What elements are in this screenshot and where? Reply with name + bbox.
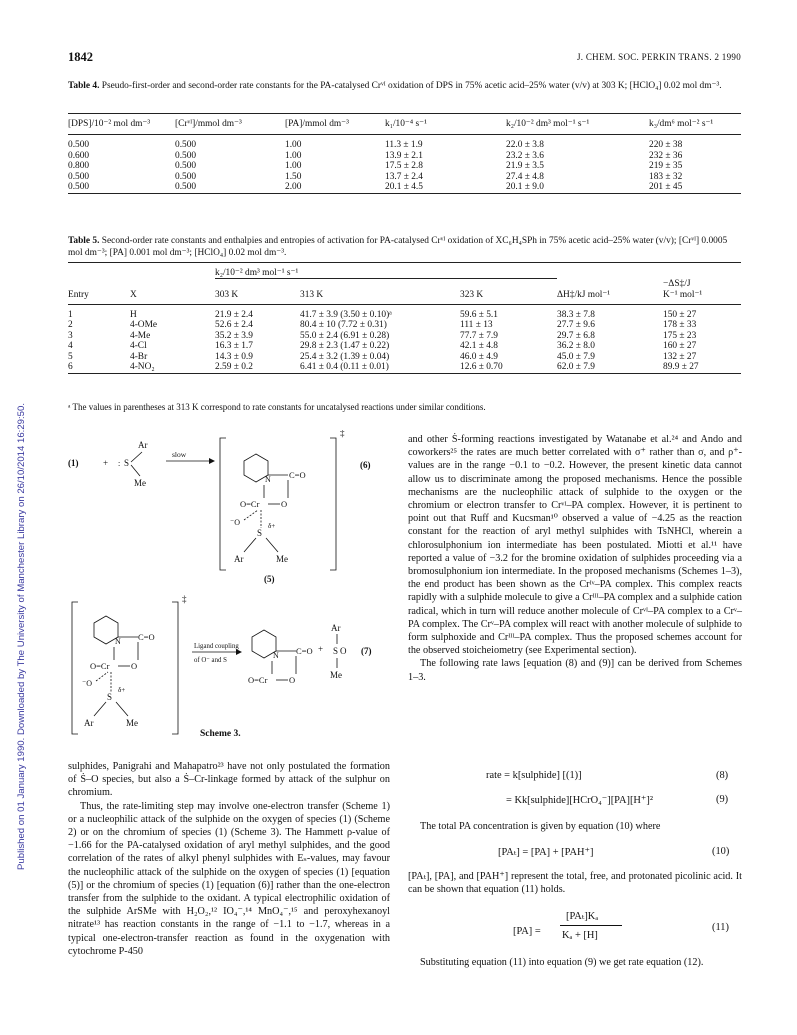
table5-row — [68, 304, 741, 320]
table5 — [68, 262, 741, 379]
aryl-group: Ar — [84, 718, 94, 728]
table4-header: k₃/dm⁶ mol⁻² s⁻¹ — [649, 119, 714, 129]
table-cell: 14.3 ± 0.9 — [215, 351, 253, 362]
table4-row — [68, 161, 741, 172]
table-cell: 0.500 — [175, 171, 197, 182]
table4-header: k₂/10⁻² dm³ mol⁻¹ s⁻¹ — [506, 119, 590, 129]
table-cell: 29.8 ± 2.3 (1.47 ± 0.22) — [300, 341, 390, 351]
atom-s: S — [257, 528, 263, 538]
table-cell: 1.00 — [285, 140, 302, 150]
table-cell: 11.3 ± 1.9 — [385, 140, 423, 150]
slow-label: slow — [172, 450, 187, 459]
atom-n: N — [273, 651, 279, 660]
table-cell: 12.6 ± 0.70 — [460, 362, 503, 372]
table5-group-header: k₂/10⁻² dm³ mol⁻¹ s⁻¹ — [215, 268, 299, 278]
table-cell: 27.7 ± 9.6 — [557, 320, 595, 330]
equation-8: rate = k[sulphide] [(1)] — [486, 770, 582, 781]
table-cell: 46.0 ± 4.9 — [460, 351, 498, 362]
table-cell: 89.9 ± 27 — [663, 362, 699, 372]
table-cell: 6.41 ± 0.4 (0.11 ± 0.01) — [300, 362, 389, 372]
table-cell: 4-OMe — [130, 320, 158, 330]
table-cell: 25.4 ± 3.2 (1.39 ± 0.04) — [300, 351, 390, 362]
equation-number: (9) — [716, 794, 729, 805]
paragraph: and other Ṡ-forming reactions investigated by Watanabe et al.²⁴ and Ando and coworkers²⁵ the rates are much better correlated with σ⁺ rather than σ, and ρ⁺-values are in the range −0.1 to −0.2. However, the present kinetic data cannot allow us to discriminate among the proposed mechanisms. Hence the possible mechanisms are the nucleophilic attack of sulphide to the oxygen or the chromium or electron transfer to Crᵛᴵ–PA complex. However, it is pertinent to point out that Ruff and Kucsman¹⁰ observed a value of −4.25 as the reaction constant for the reaction of aryl methyl sulphides with TsNHCl, wherein a chlorosulphonium ion intermediate has been postulated. Miotti et al.¹¹ have reported a value of −3.2 for the bromine oxidation of sulphides proceeding via a bromosulphonium ion intermediate. In the proposed mechanisms (Schemes 1–3), the end product has been shown as the Crᴵᵛ–PA complex. This complex reacts rapidly with a sulphide molecule to give a Crᴵᴵᴵ–PA complex and a sulphide cation radical, which in turn will reduce another molecule of Crᵛᴵ–PA complex to a Crᵛ–PA complex. The Crᵛ–PA complex will react with another molecule of sulphide to form sulphoxide and Crᴵᴵᴵ–PA complex. Thus the proposed schemes account for the observed stoicheiometry (see Experimental section). — [408, 434, 742, 657]
table-cell: 3 — [68, 330, 73, 341]
delta-plus: δ+ — [118, 686, 126, 694]
table-cell: 178 ± 33 — [663, 320, 697, 330]
table5-header: ΔH‡/kJ mol⁻¹ — [557, 289, 611, 300]
table-cell: 1 — [68, 309, 73, 320]
chromium-oxo: O=Cr — [90, 661, 110, 671]
table-cell: 55.0 ± 2.4 (6.91 ± 0.28) — [300, 330, 390, 341]
table-cell: 21.9 ± 2.4 — [215, 309, 253, 320]
atom-n: N — [265, 475, 271, 484]
dagger-6: ‡ — [340, 430, 345, 438]
label-7: (7) — [361, 646, 372, 656]
table-cell: 52.6 ± 2.4 — [215, 320, 253, 330]
table-cell: 13.7 ± 2.4 — [385, 171, 423, 182]
table-cell: 62.0 ± 7.9 — [557, 362, 595, 372]
table-cell: 23.2 ± 3.6 — [506, 150, 544, 161]
atom-o: O — [340, 646, 347, 656]
atom-s: S — [124, 458, 130, 468]
table5-caption-text: Second-order rate constants and enthalpies and entropies of activation for PA-catalysed Crᵛᴵ oxidation of XC₆H₄SPh in 75% acetic acid–25% water (v/v); [Crᵛᴵ] 0.0005 mol dm⁻³; [PA] 0.001 mol dm⁻³; [HClO₄] 0.02 mol dm⁻³. — [68, 236, 728, 258]
paragraph: The following rate laws [equation (8) and (9)] can be derived from Schemes 1–3. — [408, 658, 742, 683]
table-cell: 4 — [68, 341, 73, 351]
table-cell: 232 ± 36 — [649, 150, 683, 161]
paragraph: sulphides, Panigrahi and Mahapatro²³ have not only postulated the formation of Ṡ–O species, but also a Ṡ–Cr-linkage formed by attack of the sulphur on chromium. — [68, 761, 390, 799]
carbonyl-group: C=O — [289, 470, 306, 480]
table-cell: 42.1 ± 4.8 — [460, 341, 498, 351]
table4-row — [68, 182, 741, 193]
aryl-group: Ar — [331, 623, 341, 633]
table5-row — [68, 341, 741, 352]
table-cell: 16.3 ± 1.7 — [215, 341, 253, 351]
table-cell: 1.00 — [285, 161, 302, 171]
methyl-group: Me — [330, 670, 342, 680]
table-cell: 0.600 — [68, 150, 90, 161]
table-cell: 59.6 ± 5.1 — [460, 309, 498, 320]
table-cell: 1.50 — [285, 171, 302, 182]
table5-label: Table 5. — [68, 236, 100, 246]
paragraph: The total PA concentration is given by equation (10) where — [420, 821, 661, 832]
table-cell: 183 ± 32 — [649, 171, 683, 182]
left-column — [68, 760, 390, 958]
table-cell: 2.00 — [285, 182, 302, 192]
chromium-oxo: O=Cr — [240, 499, 260, 509]
table5-row — [68, 320, 741, 331]
atom-o: O — [289, 675, 296, 685]
table-cell: 0.500 — [68, 182, 90, 192]
delta-plus: δ+ — [268, 522, 276, 530]
table4-header: [DPS]/10⁻² mol dm⁻³ — [68, 119, 151, 129]
table-cell: 80.4 ± 10 (7.72 ± 0.31) — [300, 320, 387, 330]
table-cell: 29.7 ± 6.8 — [557, 330, 595, 341]
table4-header: k₁/10⁻⁴ s⁻¹ — [385, 119, 427, 129]
table5-caption — [68, 235, 741, 259]
equation-11-lhs: [PA] = — [513, 926, 541, 937]
equation-number: (10) — [712, 846, 730, 857]
table4-header: [Crᵛᴵ]/mmol dm⁻³ — [175, 119, 242, 129]
table-cell: 0.500 — [68, 171, 90, 182]
equation-11-denominator: Kₐ + [H] — [562, 930, 598, 941]
plus-sign: + — [318, 644, 324, 654]
label-1: (1) — [68, 458, 79, 468]
equation-number: (11) — [712, 922, 729, 933]
table-cell: H — [130, 309, 137, 320]
table-cell: 111 ± 13 — [460, 320, 493, 330]
paragraph: Substituting equation (11) into equation (9) we get rate equation (12). — [420, 957, 704, 968]
atom-o: O — [281, 499, 288, 509]
table-cell: 27.4 ± 4.8 — [506, 171, 544, 182]
equation-number: (8) — [716, 770, 729, 781]
equation-10: [PAₜ] = [PA] + [PAH⁺] — [498, 847, 594, 858]
table4-row — [68, 172, 741, 183]
label-5: (5) — [264, 574, 275, 584]
table-cell: 13.9 ± 2.1 — [385, 150, 423, 161]
table5-header: 313 K — [300, 279, 460, 305]
aryl-group: Ar — [138, 440, 148, 450]
methyl-group: Me — [276, 554, 288, 564]
table4-header: [PA]/mmol dm⁻³ — [285, 119, 349, 129]
table-cell: 160 ± 27 — [663, 341, 697, 351]
table-cell: 17.5 ± 2.8 — [385, 161, 423, 171]
equation-11-numerator: [PAₜ]Kₐ — [566, 911, 599, 922]
table5-header: K⁻¹ mol⁻¹ — [663, 289, 703, 300]
table-cell: 175 ± 23 — [663, 330, 697, 341]
page-header — [68, 50, 741, 66]
carbonyl-group: C=O — [138, 632, 155, 642]
table-cell: 0.800 — [68, 161, 90, 171]
table-cell: 1.00 — [285, 150, 302, 161]
table-cell: 0.500 — [68, 140, 90, 150]
paragraph: Thus, the rate-limiting step may involve one-electron transfer (Scheme 1) or a nucleophilic attack of the sulphide on the oxygen of species (1) (Scheme 2) or on the chromium of species (1) (Scheme 3). The Hammett ρ-value of −1.66 for the PA-catalysed oxidation of aryl methyl sulphides, and the good correlation of the rates of alkyl phenyl sulphides with Eₛ-values, may favour the nucleophilic attack of the sulphide on the oxygen of species (1) [equation (5)] or the chromium of species (1) [equation (6)] rather than the one-electron transfer from the sulphide to the oxidant. A typical electrophilic oxidation of the sulphide ArSMe with H₂O₂,¹² IO₄⁻,¹⁴ MnO₄⁻,¹⁵ and peroxyhexanoyl nitrate¹³ has reaction constants in the range of −1.1 to −1.7, whereas in a typical one-electron-transfer reaction as found in the oxygenation with cytochrome P-450 — [68, 800, 390, 957]
table-cell: 20.1 ± 9.0 — [506, 182, 544, 192]
table-cell: 2 — [68, 320, 73, 330]
table-cell: 219 ± 35 — [649, 161, 683, 171]
scheme-step-2 — [72, 594, 372, 739]
table5-header: 323 K — [460, 279, 557, 305]
table-cell: 0.500 — [175, 150, 197, 161]
table5-header: X — [130, 289, 137, 300]
table-cell: 36.2 ± 8.0 — [557, 341, 595, 351]
scheme-3 — [68, 430, 388, 750]
fraction-bar — [560, 925, 622, 926]
table-cell: 4-Me — [130, 330, 151, 341]
table-cell: 201 ± 45 — [649, 182, 683, 192]
table-cell: 45.0 ± 7.9 — [557, 351, 595, 362]
carbonyl-group: C=O — [296, 646, 313, 656]
right-column — [408, 433, 742, 684]
journal-title: J. CHEM. SOC. PERKIN TRANS. 2 1990 — [576, 52, 741, 62]
table-cell: 5 — [68, 351, 73, 362]
chromium-oxo: O=Cr — [248, 675, 268, 685]
table-cell: 0.500 — [175, 161, 197, 171]
table5-row — [68, 362, 741, 373]
table4-row — [68, 135, 741, 151]
methyl-group: Me — [126, 718, 138, 728]
methyl-group: Me — [134, 478, 146, 488]
table4-row — [68, 151, 741, 162]
table-cell: 38.3 ± 7.8 — [557, 309, 595, 320]
svg-text::: : — [118, 459, 121, 468]
table-cell: 22.0 ± 3.8 — [506, 140, 544, 150]
table5-row — [68, 331, 741, 342]
table-cell: 41.7 ± 3.9 (3.50 ± 0.10)ᵃ — [300, 309, 392, 320]
table5-row — [68, 352, 741, 363]
table5-header: −ΔS‡/J — [663, 278, 691, 289]
page-number: 1842 — [68, 50, 93, 64]
equation-9: = Kk[sulphide][HCrO₄⁻][PA][H⁺]² — [506, 795, 653, 806]
atom-o: O — [131, 661, 138, 671]
dagger-7: ‡ — [182, 594, 187, 604]
table-cell: 4-Cl — [130, 341, 147, 351]
anionic-oxygen: ⁻O — [230, 518, 240, 527]
atom-s: S — [333, 646, 339, 656]
scheme-step-1 — [68, 430, 371, 584]
table5-header-row — [68, 279, 741, 305]
table-cell: 0.500 — [175, 182, 197, 192]
table5-header-entropy — [663, 279, 741, 305]
table4-header-row — [68, 114, 741, 135]
table5-group-header-row — [68, 263, 741, 279]
table-cell: 132 ± 27 — [663, 351, 697, 362]
table4-caption — [68, 80, 741, 92]
table-cell: 4-NO₂ — [130, 362, 155, 372]
atom-s: S — [107, 692, 113, 702]
table-cell: 220 ± 38 — [649, 140, 683, 150]
table-cell: 4-Br — [130, 351, 148, 362]
table-cell: 35.2 ± 3.9 — [215, 330, 253, 341]
aryl-group: Ar — [234, 554, 244, 564]
download-notice — [4, 150, 27, 870]
table5-header: Entry — [68, 289, 89, 300]
paragraph: [PAₜ], [PA], and [PAH⁺] represent the total, free, and protonated picolinic acid. It can be shown that equation (11) holds. — [408, 871, 742, 896]
atom-n: N — [115, 637, 121, 646]
table4-label: Table 4. — [68, 81, 100, 91]
table-cell: 0.500 — [175, 140, 197, 150]
scheme-caption: Scheme 3. — [200, 729, 241, 739]
plus-sign: + — [103, 458, 109, 468]
table4 — [68, 113, 741, 200]
table-cell: 6 — [68, 362, 73, 372]
table5-header: 303 K — [215, 279, 300, 305]
table-cell: 150 ± 27 — [663, 309, 697, 320]
table-cell: 21.9 ± 3.5 — [506, 161, 544, 171]
table-cell: 77.7 ± 7.9 — [460, 330, 498, 341]
table-cell: 2.59 ± 0.2 — [215, 362, 253, 372]
download-notice-text: Published on 01 January 1990. Downloaded by The University of Manchester Library on 26/10/2014 16:29:50. — [16, 402, 27, 870]
label-6: (6) — [360, 460, 371, 470]
ligand-coupling-label: of O⁻ and S — [194, 657, 227, 664]
table5-footnote: ᵃ The values in parentheses at 313 K correspond to rate constants for uncatalysed reactions under similar conditions. — [68, 402, 486, 412]
ligand-coupling-label: Ligand coupling — [194, 643, 239, 650]
table4-caption-text: Pseudo-first-order and second-order rate constants for the PA-catalysed Crᵛᴵ oxidation of DPS in 75% acetic acid–25% water (v/v) at 303 K; [HClO₄] 0.02 mol dm⁻³. — [101, 81, 722, 91]
table-cell: 20.1 ± 4.5 — [385, 182, 423, 192]
anionic-oxygen: ⁻O — [82, 679, 92, 688]
